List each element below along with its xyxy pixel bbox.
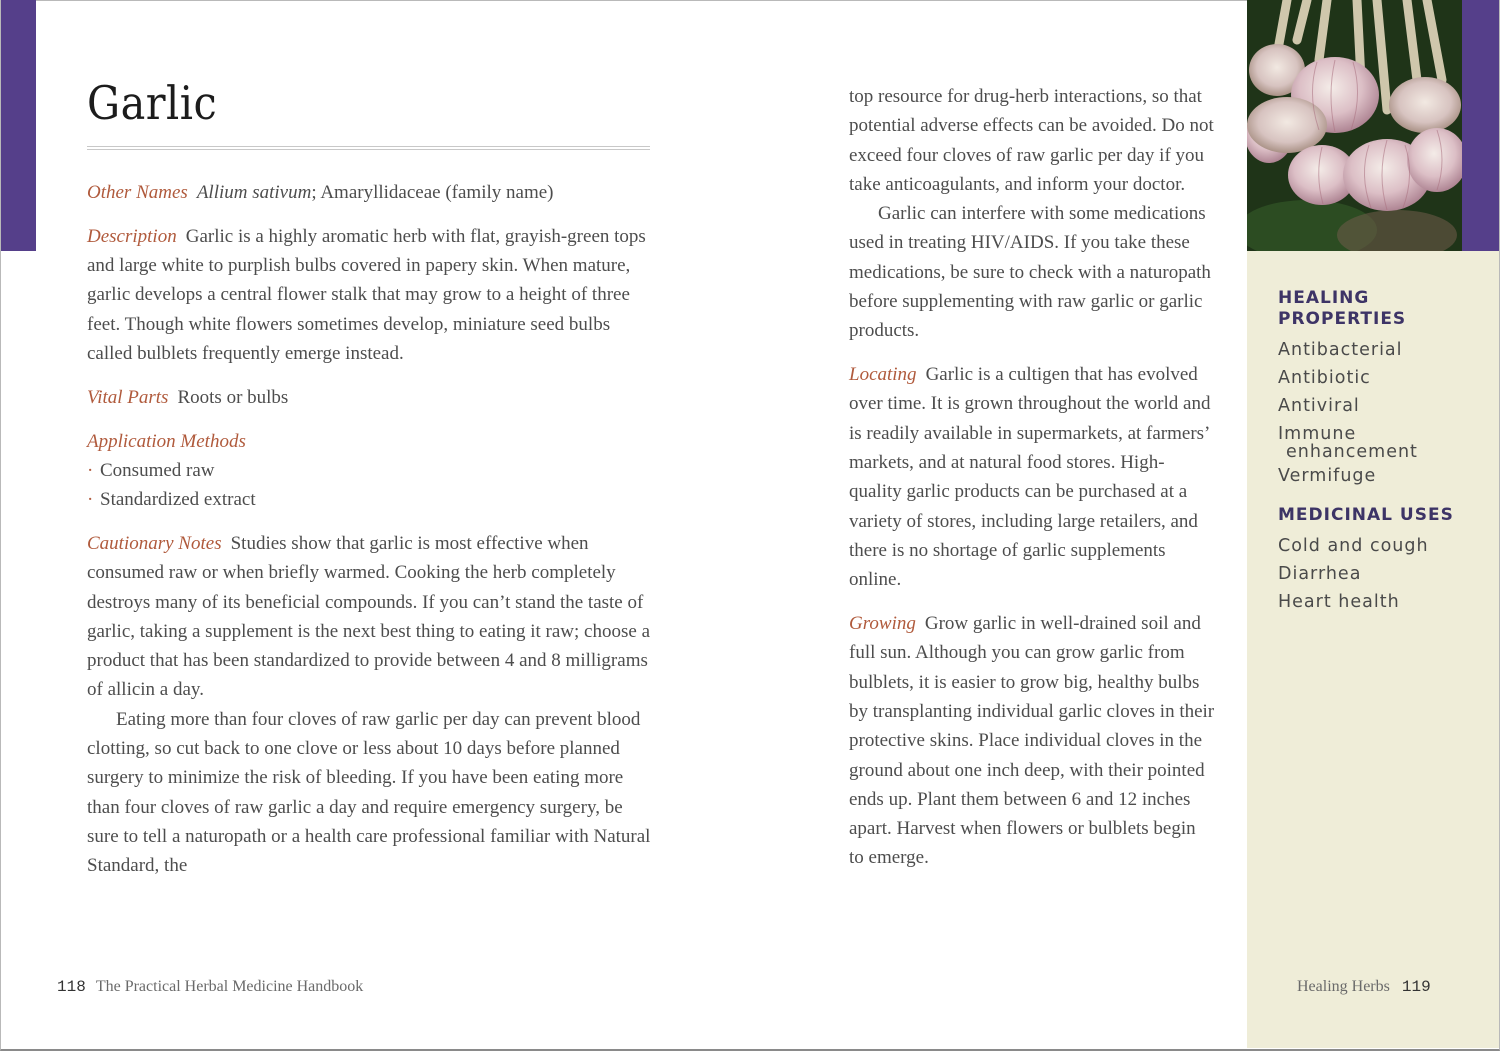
other-names-label: Other Names (87, 182, 188, 203)
vital-parts-section (87, 383, 653, 412)
bullet-icon: · (87, 459, 94, 481)
heading-line: HEALING (1278, 288, 1370, 308)
page-number: 118 (57, 978, 86, 996)
locating-text: Garlic is a cultigen that has evolved over time. It is grown throughout the world and is readily available in supermarkets, at farmers’ markets, and at natural food stores. High-quality garlic products can be purchased at a variety of stores, including large retailers, and there is no shortage of garlic supplements online. (849, 364, 1211, 591)
right-accent-bar (1462, 0, 1499, 251)
garlic-photo (1247, 0, 1462, 251)
list-item (87, 456, 653, 485)
right-footer (1297, 978, 1431, 996)
application-methods-section (87, 427, 653, 515)
growing-label: Growing (849, 613, 916, 635)
garlic-illustration (1247, 0, 1462, 251)
cautionary-notes-paragraph-2: Eating more than four cloves of raw garlic per day can prevent blood clotting, so cut back to one clove or less about 10 days before planned surgery to minimize the risk of bleeding. If you have been eating more than four cloves of raw garlic a day and require emergency surgery, be sure to tell a naturopath or a health care professional familiar with Natural Standard, the (87, 708, 651, 877)
description-text: Garlic is a highly aromatic herb with flat, grayish-green tops and large white to purplish bulbs covered in papery skin. When mature, garlic develops a central flower stalk that may grow to a height of three feet. Though white flowers sometimes develop, miniature seed bulbs called bulblets frequently emerge instead. (87, 225, 646, 364)
locating-section (849, 360, 1215, 594)
list-item: Vermifuge (1278, 466, 1377, 486)
application-methods-list (87, 456, 653, 515)
locating-label: Locating (849, 364, 917, 386)
cautionary-notes-text: Studies show that garlic is most effective when consumed raw or when briefly warmed. Cooking the herb completely destroys many of its beneficial compounds. If you can’t stand the taste of garlic, taking a supplement is the next best thing to eating it raw; choose a product that has been standardized to provide between 4 and 8 milligrams of allicin a day. (87, 532, 650, 701)
list-item: Antiviral (1278, 396, 1360, 416)
right-column (849, 82, 1215, 873)
book-title: The Practical Herbal Medicine Handbook (95, 978, 364, 995)
list-item: Cold and cough (1278, 536, 1429, 556)
cautionary-notes-label: Cautionary Notes (87, 532, 222, 554)
healing-properties-list (1278, 336, 1478, 490)
vital-parts-text: Roots or bulbs (177, 386, 289, 408)
left-footer (57, 978, 363, 996)
growing-text: Grow garlic in well-drained soil and full sun. Although you can grow garlic from bulblets, it is easier to grow big, healthy bulbs by transplanting individual garlic cloves in their protective skins. Place individual cloves in the ground about one inch deep, with their pointed ends up. Plant them between 6 and 12 inches apart. Harvest when flowers or bulblets begin to emerge. (849, 613, 1215, 869)
title-divider (87, 146, 650, 150)
heading-line: PROPERTIES (1278, 309, 1407, 329)
list-item: Antibiotic (1278, 368, 1371, 388)
list-item-text: Standardized extract (100, 489, 256, 511)
list-item-continuation: enhancement (1286, 442, 1418, 462)
list-item (87, 485, 653, 514)
hiv-paragraph: Garlic can interfere with some medications used in treating HIV/AIDS. If you take these medications, be sure to check with a naturopath before supplementing with raw garlic or garlic products. (849, 203, 1211, 342)
list-item-text: Immune (1278, 424, 1357, 444)
list-item-text: Consumed raw (100, 459, 215, 481)
section-title: Healing Herbs (1297, 978, 1390, 995)
medicinal-uses-heading: MEDICINAL USES (1278, 505, 1454, 525)
description-label: Description (87, 225, 177, 247)
list-item: Heart health (1278, 592, 1400, 612)
cautionary-notes-section (87, 529, 653, 705)
list-item: Antibacterial (1278, 340, 1403, 360)
list-item (1278, 420, 1478, 462)
growing-section (849, 609, 1215, 873)
healing-properties-heading (1278, 288, 1478, 330)
page-number: 119 (1401, 978, 1431, 996)
description-section (87, 222, 653, 368)
vital-parts-label: Vital Parts (87, 386, 169, 408)
medicinal-uses-list (1278, 532, 1478, 616)
page-title: Garlic (87, 76, 218, 130)
list-item: Diarrhea (1278, 564, 1362, 584)
latin-name: Allium sativum (196, 182, 312, 203)
other-names-section (87, 178, 653, 207)
application-methods-label: Application Methods (87, 430, 246, 452)
bullet-icon: · (87, 489, 94, 511)
family-name: ; Amaryllidaceae (family name) (311, 182, 554, 203)
continued-paragraph: top resource for drug-herb interactions, so that potential adverse effects can be avoided. Do not exceed four cloves of raw garlic per day if you take anticoagulants, and inform your doctor. (849, 86, 1214, 195)
left-accent-bar (1, 0, 36, 251)
left-column (87, 178, 653, 881)
sidebar-content (1278, 288, 1478, 616)
